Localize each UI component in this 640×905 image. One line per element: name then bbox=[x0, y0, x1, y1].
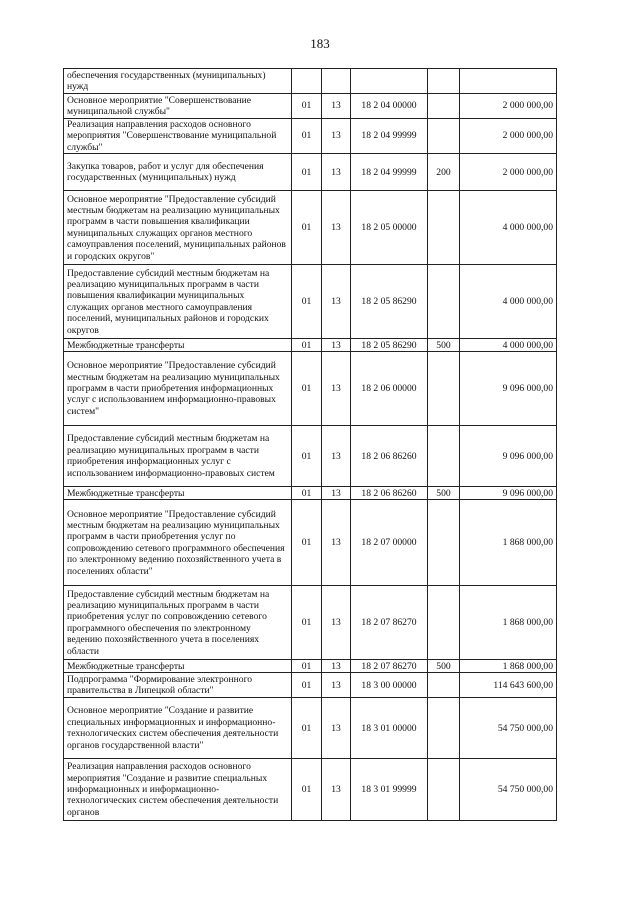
subsection-code-cell: 13 bbox=[322, 698, 351, 759]
target-article-cell: 18 2 06 86260 bbox=[351, 426, 428, 487]
table-row bbox=[64, 673, 557, 698]
target-article-cell: 18 2 06 00000 bbox=[351, 352, 428, 426]
target-article-cell: 18 2 04 99999 bbox=[351, 154, 428, 191]
amount-cell: 1 868 000,00 bbox=[460, 586, 557, 660]
subsection-code-cell: 13 bbox=[322, 119, 351, 154]
target-article-cell: 18 2 05 86290 bbox=[351, 339, 428, 352]
expense-name-cell: обеспечения государственных (муниципальных) нужд bbox=[64, 69, 292, 94]
expense-type-cell: 500 bbox=[428, 660, 460, 673]
subsection-code-cell: 13 bbox=[322, 339, 351, 352]
target-article-cell: 18 3 00 00000 bbox=[351, 673, 428, 698]
subsection-code-cell: 13 bbox=[322, 759, 351, 821]
table-row bbox=[64, 426, 557, 487]
table-row bbox=[64, 191, 557, 265]
amount-cell: 9 096 000,00 bbox=[460, 487, 557, 500]
amount-cell: 9 096 000,00 bbox=[460, 352, 557, 426]
expense-name-cell: Реализация направления расходов основного мероприятия "Совершенствование муниципальной службы" bbox=[64, 119, 292, 154]
expense-type-cell bbox=[428, 586, 460, 660]
section-code-cell: 01 bbox=[292, 586, 322, 660]
page-number: 183 bbox=[310, 36, 330, 51]
target-article-cell: 18 2 04 00000 bbox=[351, 94, 428, 119]
target-article-cell: 18 2 05 00000 bbox=[351, 191, 428, 265]
subsection-code-cell: 13 bbox=[322, 500, 351, 586]
expense-type-cell bbox=[428, 698, 460, 759]
expense-name-cell: Межбюджетные трансферты bbox=[64, 487, 292, 500]
subsection-code-cell: 13 bbox=[322, 154, 351, 191]
table-row bbox=[64, 154, 557, 191]
target-article-cell: 18 3 01 00000 bbox=[351, 698, 428, 759]
expense-name-cell: Реализация направления расходов основного мероприятия "Создание и развитие специальных информационных и информационно-технологических систем обеспечения деятельности органов bbox=[64, 759, 292, 821]
amount-cell: 4 000 000,00 bbox=[460, 191, 557, 265]
table-row bbox=[64, 500, 557, 586]
section-code-cell: 01 bbox=[292, 119, 322, 154]
table-row bbox=[64, 119, 557, 154]
expense-type-cell: 500 bbox=[428, 339, 460, 352]
expense-type-cell bbox=[428, 119, 460, 154]
target-article-cell: 18 2 07 00000 bbox=[351, 500, 428, 586]
expense-type-cell bbox=[428, 759, 460, 821]
table-row bbox=[64, 94, 557, 119]
expense-name-cell: Предоставление субсидий местным бюджетам на реализацию муниципальных программ в части приобретения услуг по сопровождению сетевого программного обеспечения по электронному ведению похозяйственного учета в поселениях области bbox=[64, 586, 292, 660]
section-code-cell: 01 bbox=[292, 265, 322, 339]
target-article-cell: 18 2 04 99999 bbox=[351, 119, 428, 154]
expense-name-cell: Закупка товаров, работ и услуг для обеспечения государственных (муниципальных) нужд bbox=[64, 154, 292, 191]
subsection-code-cell bbox=[322, 69, 351, 94]
subsection-code-cell: 13 bbox=[322, 426, 351, 487]
subsection-code-cell: 13 bbox=[322, 352, 351, 426]
expense-name-cell: Подпрограмма "Формирование электронного правительства в Липецкой области" bbox=[64, 673, 292, 698]
table-row bbox=[64, 352, 557, 426]
section-code-cell: 01 bbox=[292, 352, 322, 426]
amount-cell: 2 000 000,00 bbox=[460, 154, 557, 191]
table-row bbox=[64, 69, 557, 94]
amount-cell: 4 000 000,00 bbox=[460, 265, 557, 339]
expense-type-cell bbox=[428, 352, 460, 426]
expense-name-cell: Основное мероприятие "Создание и развитие специальных информационных и информационно-технологических систем обеспечения деятельности органов государственной власти" bbox=[64, 698, 292, 759]
subsection-code-cell: 13 bbox=[322, 673, 351, 698]
target-article-cell bbox=[351, 69, 428, 94]
amount-cell bbox=[460, 69, 557, 94]
section-code-cell: 01 bbox=[292, 500, 322, 586]
expense-name-cell: Межбюджетные трансферты bbox=[64, 339, 292, 352]
expense-name-cell: Основное мероприятие "Предоставление субсидий местным бюджетам на реализацию муниципальных программ в части приобретения услуг по сопровождению сетевого программного обеспечения по электронному ведению похозяйственного учета в поселениях области" bbox=[64, 500, 292, 586]
expense-type-cell bbox=[428, 191, 460, 265]
section-code-cell: 01 bbox=[292, 339, 322, 352]
amount-cell: 54 750 000,00 bbox=[460, 759, 557, 821]
table-row bbox=[64, 698, 557, 759]
subsection-code-cell: 13 bbox=[322, 586, 351, 660]
amount-cell: 4 000 000,00 bbox=[460, 339, 557, 352]
expense-name-cell: Предоставление субсидий местным бюджетам на реализацию муниципальных программ в части повышения квалификации муниципальных служащих органов местного самоуправления поселений, муниципальных районов и городских округов bbox=[64, 265, 292, 339]
section-code-cell: 01 bbox=[292, 660, 322, 673]
subsection-code-cell: 13 bbox=[322, 660, 351, 673]
table-row bbox=[64, 660, 557, 673]
table-row bbox=[64, 339, 557, 352]
target-article-cell: 18 2 05 86290 bbox=[351, 265, 428, 339]
expense-type-cell bbox=[428, 265, 460, 339]
expense-type-cell: 200 bbox=[428, 154, 460, 191]
amount-cell: 2 000 000,00 bbox=[460, 119, 557, 154]
amount-cell: 2 000 000,00 bbox=[460, 94, 557, 119]
expense-type-cell bbox=[428, 94, 460, 119]
amount-cell: 54 750 000,00 bbox=[460, 698, 557, 759]
amount-cell: 9 096 000,00 bbox=[460, 426, 557, 487]
target-article-cell: 18 2 07 86270 bbox=[351, 660, 428, 673]
amount-cell: 1 868 000,00 bbox=[460, 500, 557, 586]
target-article-cell: 18 3 01 99999 bbox=[351, 759, 428, 821]
table-row bbox=[64, 487, 557, 500]
expense-name-cell: Основное мероприятие "Предоставление субсидий местным бюджетам на реализацию муниципальных программ в части повышения квалификации муниципальных служащих органов местного самоуправления поселений, муниципальных районов и городских округов" bbox=[64, 191, 292, 265]
subsection-code-cell: 13 bbox=[322, 265, 351, 339]
subsection-code-cell: 13 bbox=[322, 94, 351, 119]
section-code-cell: 01 bbox=[292, 426, 322, 487]
subsection-code-cell: 13 bbox=[322, 191, 351, 265]
expense-type-cell: 500 bbox=[428, 487, 460, 500]
section-code-cell: 01 bbox=[292, 698, 322, 759]
expense-name-cell: Основное мероприятие "Предоставление субсидий местным бюджетам на реализацию муниципальных программ в части приобретения информационных услуг с использованием информационно-правовых систем" bbox=[64, 352, 292, 426]
budget-table bbox=[63, 68, 557, 821]
expense-type-cell bbox=[428, 69, 460, 94]
section-code-cell bbox=[292, 69, 322, 94]
table-row bbox=[64, 586, 557, 660]
section-code-cell: 01 bbox=[292, 94, 322, 119]
subsection-code-cell: 13 bbox=[322, 487, 351, 500]
amount-cell: 114 643 600,00 bbox=[460, 673, 557, 698]
amount-cell: 1 868 000,00 bbox=[460, 660, 557, 673]
target-article-cell: 18 2 07 86270 bbox=[351, 586, 428, 660]
section-code-cell: 01 bbox=[292, 759, 322, 821]
expense-name-cell: Основное мероприятие "Совершенствование муниципальной службы" bbox=[64, 94, 292, 119]
section-code-cell: 01 bbox=[292, 487, 322, 500]
expense-type-cell bbox=[428, 673, 460, 698]
expense-name-cell: Межбюджетные трансферты bbox=[64, 660, 292, 673]
section-code-cell: 01 bbox=[292, 673, 322, 698]
expense-name-cell: Предоставление субсидий местным бюджетам на реализацию муниципальных программ в части приобретения информационных услуг с использованием информационно-правовых систем bbox=[64, 426, 292, 487]
table-row bbox=[64, 265, 557, 339]
section-code-cell: 01 bbox=[292, 154, 322, 191]
expense-type-cell bbox=[428, 426, 460, 487]
section-code-cell: 01 bbox=[292, 191, 322, 265]
expense-type-cell bbox=[428, 500, 460, 586]
target-article-cell: 18 2 06 86260 bbox=[351, 487, 428, 500]
table-row bbox=[64, 759, 557, 821]
